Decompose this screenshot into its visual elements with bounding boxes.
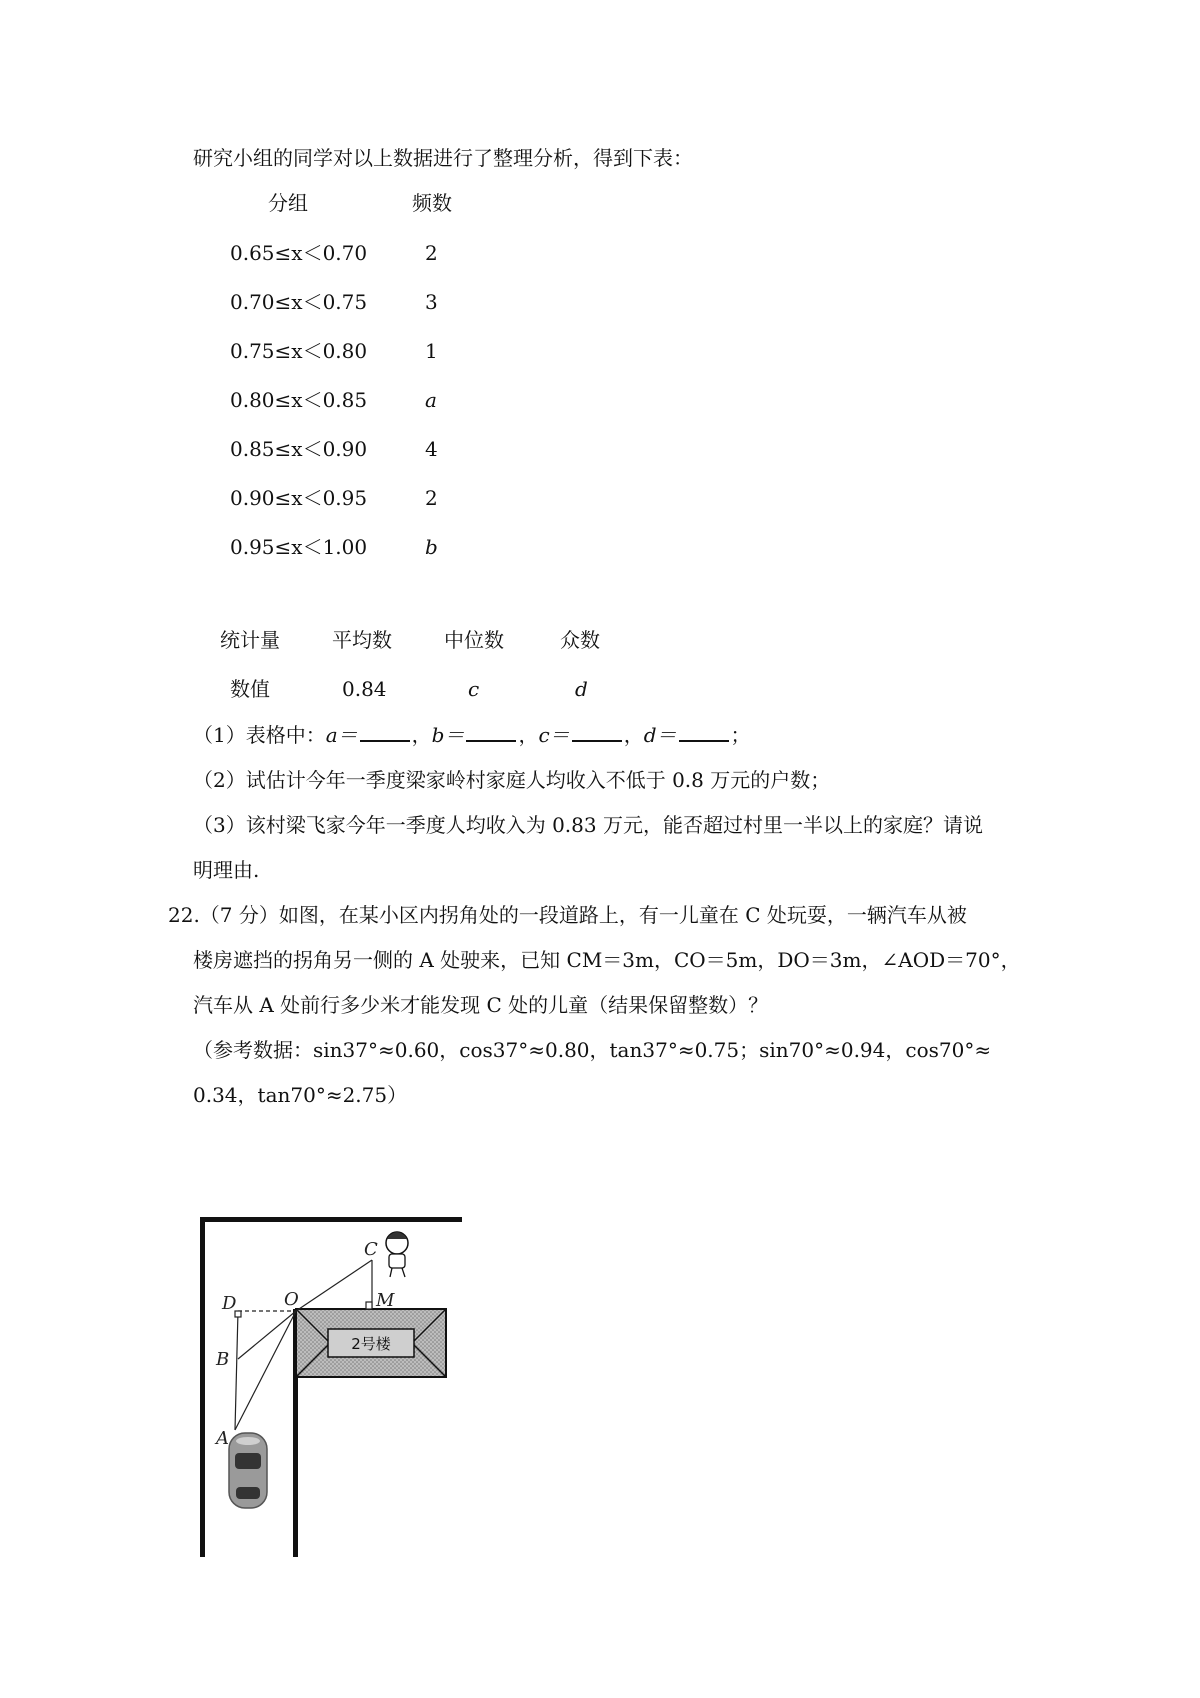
street-corner-figure — [200, 1205, 520, 1560]
answer-blank-c[interactable] — [572, 722, 622, 742]
reference-data-line1: （参考数据：sin37°≈0.60，cos37°≈0.80，tan37°≈0.75；sin70°≈0.94，cos70°≈ — [193, 1038, 992, 1062]
problem-22-line3: 汽车从 A 处前行多少米才能发现 C 处的儿童（结果保留整数）？ — [193, 993, 769, 1017]
question-3-line1: （3）该村梁飞家今年一季度人均收入为 0.83 万元，能否超过村里一半以上的家庭？请说 — [193, 813, 983, 837]
stat-value-mode: d — [575, 677, 588, 701]
freq-row-group: 0.85≤x＜0.90 — [230, 437, 368, 461]
point-label-m: M — [376, 1290, 395, 1311]
freq-row-group: 0.75≤x＜0.80 — [230, 339, 368, 363]
freq-row-count: 1 — [425, 339, 438, 363]
q1-end: ； — [730, 723, 751, 747]
q1-a-label: a＝ — [325, 723, 358, 747]
stat-header: 统计量 — [220, 628, 280, 652]
freq-row-group: 0.65≤x＜0.70 — [230, 241, 368, 265]
question-3-line2: 明理由. — [193, 858, 260, 882]
point-label-c: C — [364, 1239, 378, 1260]
point-label-b: B — [216, 1349, 230, 1370]
intro-text: 研究小组的同学对以上数据进行了整理分析，得到下表： — [193, 146, 693, 170]
building-2 — [296, 1309, 446, 1377]
problem-22-line1: 22.（7 分）如图，在某小区内拐角处的一段道路上，有一儿童在 C 处玩耍，一辆汽车从被 — [168, 903, 967, 927]
answer-blank-a[interactable] — [360, 722, 410, 742]
freq-row-count: 4 — [425, 437, 438, 461]
stat-value-median: c — [468, 677, 480, 701]
question-2: （2）试估计今年一季度梁家岭村家庭人均收入不低于 0.8 万元的户数； — [193, 768, 831, 792]
stat-value-mean: 0.84 — [342, 677, 387, 701]
child-icon — [386, 1232, 408, 1277]
freq-row-group: 0.90≤x＜0.95 — [230, 486, 368, 510]
answer-blank-d[interactable] — [679, 722, 729, 742]
point-label-a: A — [216, 1428, 229, 1449]
q1-prefix: （1）表格中： — [193, 723, 326, 747]
q1-c-label: c＝ — [538, 723, 570, 747]
problem-22-line2: 楼房遮挡的拐角另一侧的 A 处驶来，已知 CM＝3m，CO＝5m，DO＝3m，∠AOD＝70°， — [193, 948, 1021, 972]
freq-row-count: 2 — [425, 241, 438, 265]
reference-data-line2: 0.34，tan70°≈2.75） — [193, 1083, 408, 1107]
freq-row-count: a — [425, 388, 437, 412]
stat-header: 中位数 — [444, 628, 504, 652]
answer-blank-b[interactable] — [466, 722, 516, 742]
freq-row-group: 0.80≤x＜0.85 — [230, 388, 368, 412]
car-icon — [229, 1433, 267, 1508]
freq-row-count: b — [425, 535, 438, 559]
q1-b-label: b＝ — [431, 723, 465, 747]
freq-header-count: 频数 — [412, 191, 452, 215]
point-label-d: D — [222, 1293, 237, 1314]
point-label-o: O — [284, 1289, 299, 1310]
freq-row-count: 3 — [425, 290, 438, 314]
freq-row-count: 2 — [425, 486, 438, 510]
stat-value-label: 数值 — [230, 677, 270, 701]
q1-sep: ， — [623, 723, 644, 747]
freq-row-group: 0.95≤x＜1.00 — [230, 535, 368, 559]
q1-sep: ， — [518, 723, 539, 747]
building-label: 2号楼 — [351, 1335, 391, 1353]
q1-d-label: d＝ — [643, 723, 677, 747]
stat-header: 众数 — [560, 628, 600, 652]
freq-row-group: 0.70≤x＜0.75 — [230, 290, 368, 314]
question-1 — [193, 722, 751, 748]
stat-header: 平均数 — [332, 628, 392, 652]
freq-header-group: 分组 — [268, 191, 308, 215]
q1-sep: ， — [411, 723, 432, 747]
